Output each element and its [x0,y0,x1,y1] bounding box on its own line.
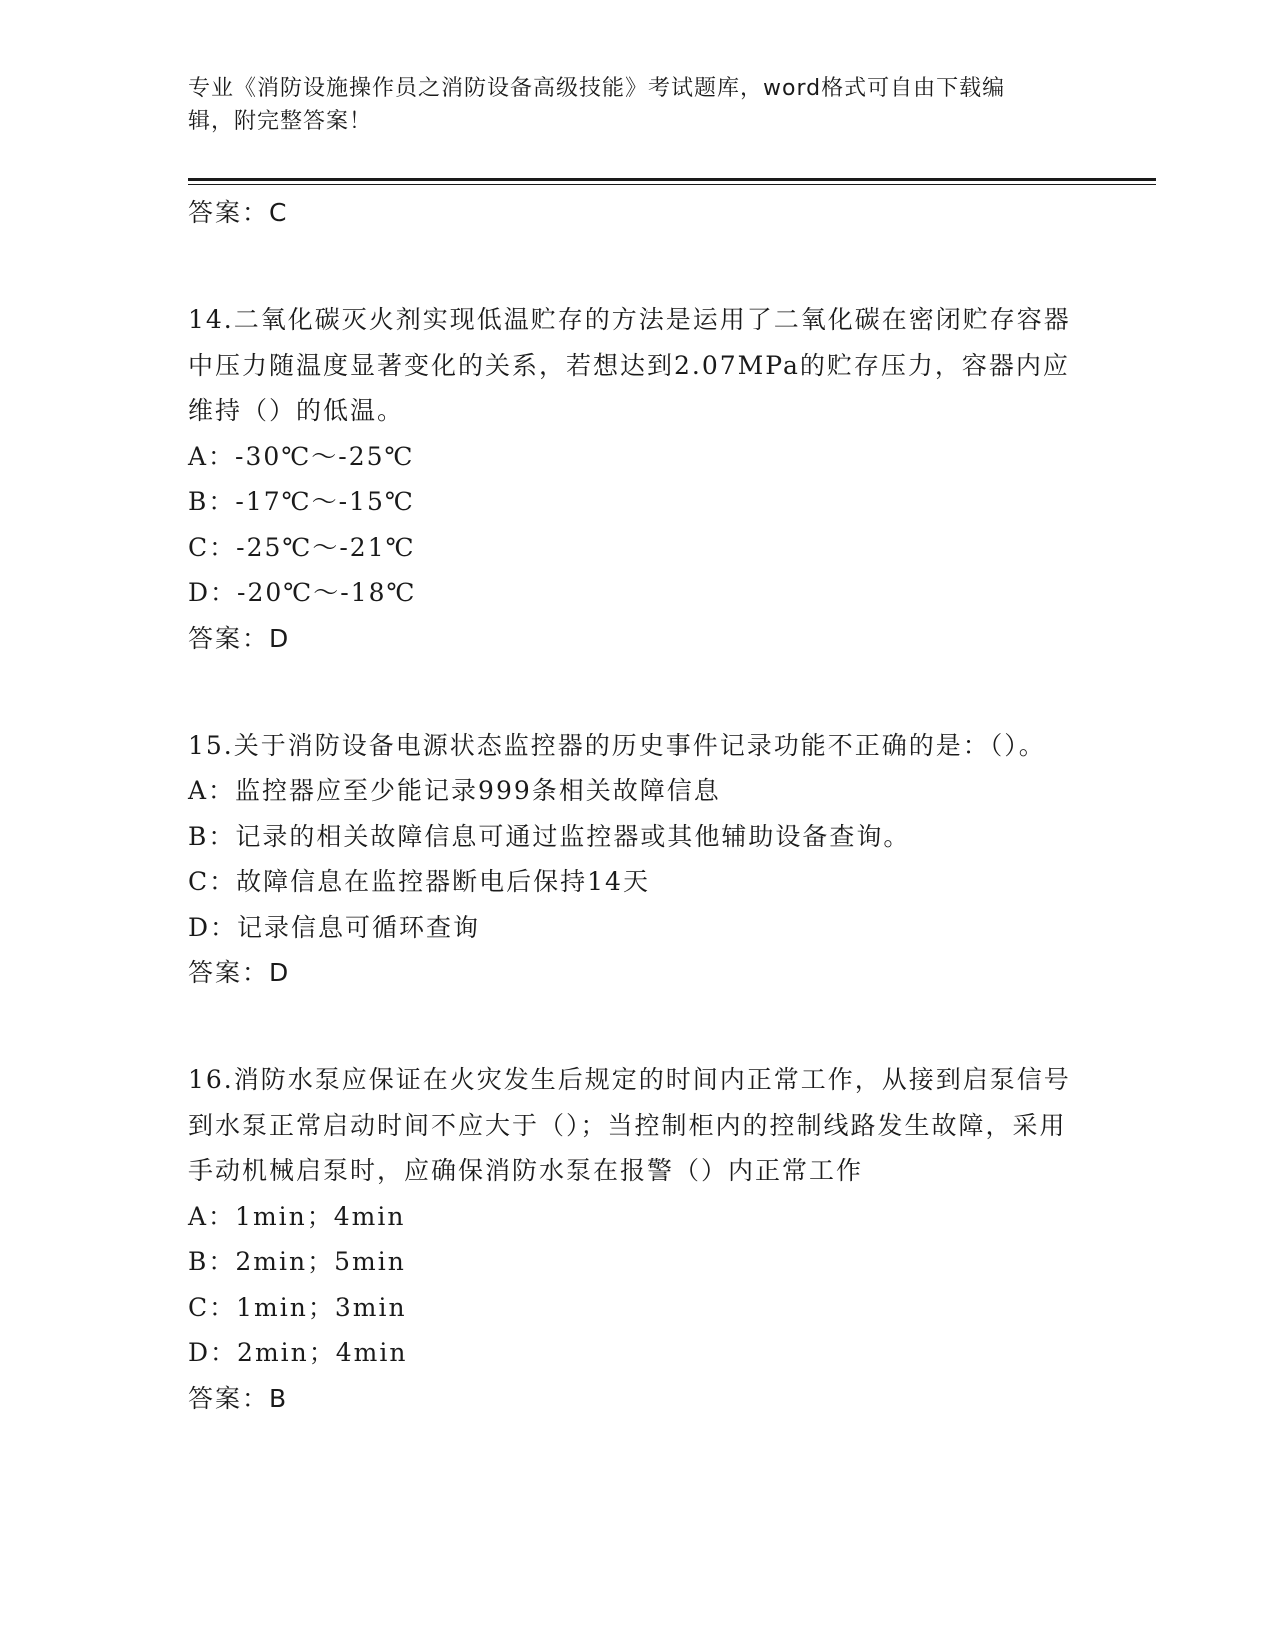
question-16 [188,1057,1088,1421]
option-a: A：监控器应至少能记录999条相关故障信息 [188,776,721,805]
document-body [188,190,1088,1421]
question-stem: 16.消防水泵应保证在火灾发生后规定的时间内正常工作，从接到启泵信号到水泵正常启动时间不应大于（）；当控制柜内的控制线路发生故障，采用手动机械启泵时，应确保消防水泵在报警（）内正常工作 [188,1065,1071,1185]
answer-15: 答案：D [188,958,291,987]
answer-16: 答案：B [188,1383,289,1413]
option-d: D：记录信息可循环查询 [188,912,481,942]
option-a: A：-30℃～-25℃ [188,441,415,471]
header-rule-thick [188,178,1156,181]
question-stem: 15.关于消防设备电源状态监控器的历史事件记录功能不正确的是：（）。 [188,730,1046,760]
answer-14: 答案：D [188,623,291,653]
option-a: A：1min；4min [188,1201,406,1231]
question-stem: 14.二氧化碳灭火剂实现低温贮存的方法是运用了二氧化碳在密闭贮存容器中压力随温度显著变化的关系，若想达到2.07MPa的贮存压力，容器内应维持（）的低温。 [188,305,1071,425]
option-c: C：-25℃～-21℃ [188,532,416,562]
document-header [188,72,1068,138]
option-c: C：故障信息在监控器断电后保持14天 [188,867,650,896]
answer-13: 答案：C [188,198,289,227]
option-d: D：2min；4min [188,1338,408,1367]
option-b: B：-17℃～-15℃ [188,487,415,516]
header-line-2: 辑，附完整答案！ [188,109,373,134]
header-rule-thin [188,184,1156,185]
option-b: B：记录的相关故障信息可通过监控器或其他辅助设备查询。 [188,821,911,851]
option-c: C：1min；3min [188,1292,407,1322]
option-d: D：-20℃～-18℃ [188,578,417,607]
question-15 [188,723,1088,996]
option-b: B：2min；5min [188,1247,406,1276]
question-14 [188,297,1088,661]
header-line-1: 专业《消防设施操作员之消防设备高级技能》考试题库，word格式可自由下载编 [188,76,1006,101]
